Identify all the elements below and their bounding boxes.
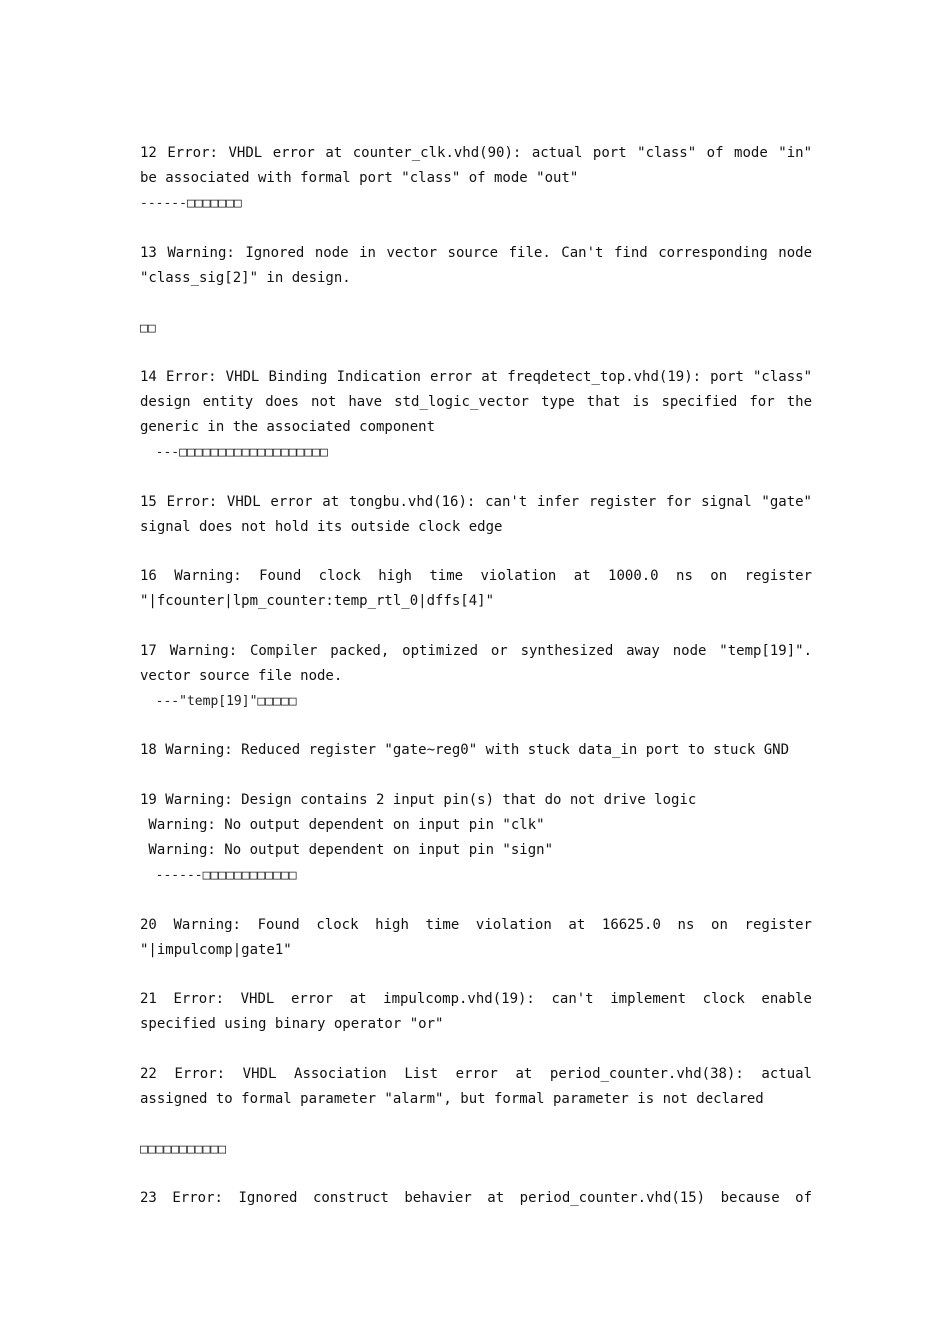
- entry-line: 20 Warning: Found clock high time violation at 16625.0 ns on register: [140, 917, 812, 933]
- entry-line: 16 Warning: Found clock high time violation at 1000.0 ns on register: [140, 568, 812, 584]
- entry-line: 17 Warning: Compiler packed, optimized or synthesized away node "temp[19]".: [140, 643, 812, 659]
- entry-line: 19 Warning: Design contains 2 input pin(s) that do not drive logic: [140, 792, 697, 808]
- entry-note: [140, 1112, 812, 1137]
- entry-line: "|fcounter|lpm_counter:temp_rtl_0|dffs[4]": [140, 593, 495, 609]
- entry-line: 18 Warning: Reduced register "gate~reg0" with stuck data_in port to stuck GND: [140, 742, 790, 758]
- log-entry-19: [140, 788, 812, 888]
- log-entry-13: [140, 241, 812, 341]
- entry-line: 22 Error: VHDL Association List error at period_counter.vhd(38): actual: [140, 1066, 812, 1082]
- entry-line: "|impulcomp|gate1": [140, 942, 292, 958]
- log-entry-20: [140, 913, 812, 963]
- entry-line: Warning: No output dependent on input pin "sign": [140, 842, 554, 858]
- entry-note: □□: [140, 321, 156, 336]
- entry-line: 15 Error: VHDL error at tongbu.vhd(16): can't infer register for signal "gate": [140, 494, 812, 510]
- log-entry-23: [140, 1186, 812, 1211]
- entry-line: "class_sig[2]" in design.: [140, 270, 351, 286]
- entry-line: signal does not hold its outside clock edge: [140, 519, 503, 535]
- log-entry-12: [140, 141, 812, 216]
- entry-line: generic in the associated component: [140, 419, 436, 435]
- entry-line: assigned to formal parameter "alarm", but formal parameter is not declared: [140, 1091, 764, 1107]
- entry-line: 12 Error: VHDL error at counter_clk.vhd(90): actual port "class" of mode "in": [140, 145, 812, 161]
- entry-line: specified using binary operator "or": [140, 1016, 444, 1032]
- log-entry-14: [140, 365, 812, 465]
- entry-note: ------□□□□□□□□□□□□: [140, 868, 297, 883]
- entry-note: ---"temp[19]"□□□□□: [140, 694, 297, 709]
- entry-line: 14 Error: VHDL Binding Indication error at freqdetect_top.vhd(19): port "class": [140, 369, 812, 385]
- entry-line: 13 Warning: Ignored node in vector source file. Can't find corresponding node: [140, 245, 812, 261]
- entry-line: vector source file node.: [140, 668, 343, 684]
- log-entry-18: [140, 738, 812, 763]
- entry-line: Warning: No output dependent on input pin "clk": [140, 817, 545, 833]
- log-entry-22: [140, 1062, 812, 1162]
- entry-line: be associated with formal port "class" of mode "out": [140, 170, 579, 186]
- entry-note: □□□□□□□□□□□: [140, 1142, 227, 1157]
- log-entry-21: [140, 987, 812, 1037]
- entry-line: 21 Error: VHDL error at impulcomp.vhd(19): can't implement clock enable: [140, 991, 812, 1007]
- entry-line: 23 Error: Ignored construct behavier at period_counter.vhd(15) because of: [140, 1190, 812, 1206]
- log-entry-15: [140, 490, 812, 540]
- entry-note: ------□□□□□□□: [140, 196, 242, 211]
- entry-line: design entity does not have std_logic_vector type that is specified for the: [140, 394, 812, 410]
- entry-note: [140, 291, 812, 316]
- log-entry-17: [140, 639, 812, 714]
- entry-note: ---□□□□□□□□□□□□□□□□□□□: [140, 445, 328, 460]
- log-entry-16: [140, 564, 812, 614]
